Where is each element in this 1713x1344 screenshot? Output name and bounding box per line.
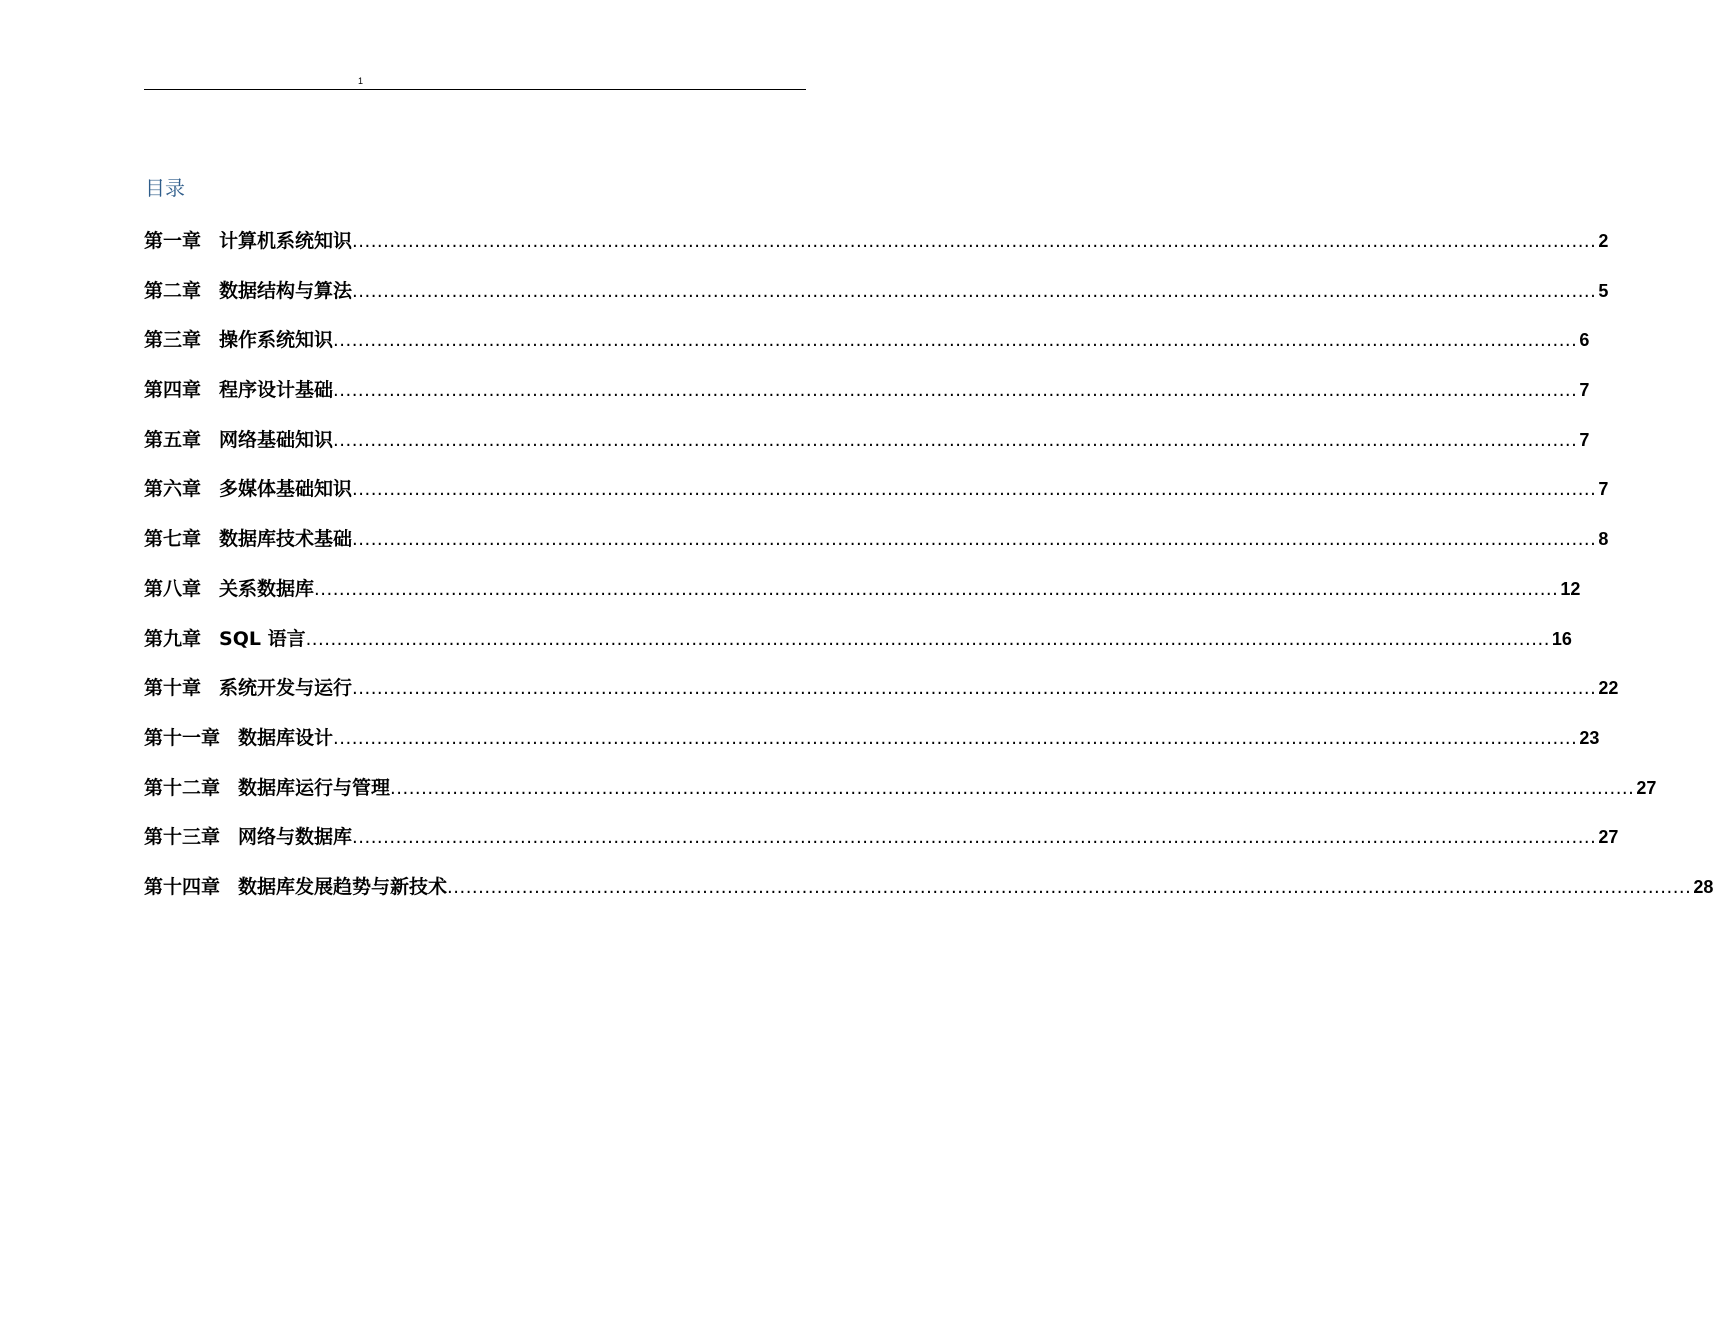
toc-chapter-label: 第一章: [144, 230, 202, 252]
toc-entry[interactable]: [144, 673, 1619, 723]
toc-page-number: 5: [1598, 280, 1609, 301]
toc-entry[interactable]: [144, 276, 1609, 326]
toc-page-number: 16: [1551, 628, 1572, 649]
toc-chapter-label: 第九章: [144, 627, 202, 650]
toc-leader-dots: ........................................................................................................................................................................................................: [390, 777, 1635, 799]
toc-entry[interactable]: [144, 574, 1581, 624]
toc-chapter-name: 程序设计基础: [219, 379, 334, 402]
toc-page-number: 27: [1598, 827, 1619, 848]
toc-chapter-label: 第六章: [144, 478, 202, 501]
toc-entry[interactable]: [144, 524, 1609, 574]
toc-chapter-name: 关系数据库: [219, 577, 315, 600]
toc-chapter-label: 第十四章: [144, 875, 221, 898]
toc-leader-dots: ........................................................................................................................................................................................................: [305, 628, 1550, 650]
toc-page-number: 8: [1598, 529, 1609, 550]
toc-chapter-label: 第五章: [144, 428, 202, 451]
toc-chapter-name: 数据库设计: [238, 726, 334, 749]
toc-chapter-name: 操作系统知识: [219, 329, 334, 352]
toc-leader-dots: ........................................................................................................................................................................................................: [447, 876, 1692, 898]
toc-leader-dots: ........................................................................................................................................................................................................: [352, 529, 1597, 551]
toc-chapter-label: 第十一章: [144, 726, 221, 749]
toc-entry[interactable]: [144, 375, 1590, 425]
toc-chapter-name: 数据库发展趋势与新技术: [238, 875, 448, 898]
toc-entry[interactable]: [144, 723, 1600, 773]
toc-page-number: 22: [1598, 678, 1619, 699]
toc-leader-dots: ........................................................................................................................................................................................................: [314, 578, 1559, 600]
toc-chapter-label: 第十章: [144, 677, 202, 700]
toc-leader-dots: ........................................................................................................................................................................................................: [352, 678, 1597, 700]
toc-page-number: 27: [1636, 777, 1657, 798]
toc-title: 目录: [145, 176, 185, 200]
toc-chapter-label: 第三章: [144, 329, 202, 352]
toc-leader-dots: ........................................................................................................................................................................................................: [352, 479, 1597, 501]
toc-entry[interactable]: [144, 325, 1590, 375]
toc-entry[interactable]: [144, 624, 1572, 674]
toc-chapter-name: 多媒体基础知识: [219, 478, 353, 501]
toc-chapter-name: 网络基础知识: [219, 428, 334, 451]
toc-chapter-name: 网络与数据库: [238, 826, 353, 849]
toc-leader-dots: ........................................................................................................................................................................................................: [333, 330, 1578, 352]
toc-chapter-name: 计算机系统知识: [219, 230, 353, 252]
toc-leader-dots: ........................................................................................................................................................................................................: [352, 231, 1597, 252]
toc-page-number: 7: [1579, 380, 1590, 401]
toc-chapter-name: 数据库运行与管理: [238, 776, 391, 799]
toc-page-number: 28: [1693, 876, 1713, 897]
toc-entry[interactable]: [144, 872, 1713, 922]
toc-chapter-name: SQL 语言: [219, 627, 306, 650]
toc-chapter-label: 第十三章: [144, 826, 221, 849]
toc-chapter-name: 数据结构与算法: [219, 279, 353, 302]
toc-chapter-label: 第八章: [144, 577, 202, 600]
table-of-contents: [144, 226, 1713, 922]
toc-entry[interactable]: [144, 474, 1609, 524]
toc-entry[interactable]: [144, 822, 1619, 872]
toc-entry[interactable]: [144, 773, 1657, 823]
toc-leader-dots: ........................................................................................................................................................................................................: [352, 280, 1597, 302]
toc-page-number: 12: [1560, 578, 1581, 599]
toc-page-number: 2: [1598, 231, 1609, 251]
toc-chapter-label: 第十二章: [144, 776, 221, 799]
page-number: 1: [358, 76, 364, 86]
toc-chapter-name: 数据库技术基础: [219, 528, 353, 551]
toc-leader-dots: ........................................................................................................................................................................................................: [352, 827, 1597, 849]
toc-chapter-name: 系统开发与运行: [219, 677, 353, 700]
toc-page-number: 7: [1598, 479, 1609, 500]
page-header: [144, 76, 806, 90]
toc-entry[interactable]: [144, 425, 1590, 475]
toc-chapter-label: 第七章: [144, 528, 202, 551]
toc-page-number: 23: [1579, 727, 1600, 748]
toc-entry[interactable]: [144, 226, 1609, 276]
toc-leader-dots: ........................................................................................................................................................................................................: [333, 429, 1578, 451]
toc-leader-dots: ........................................................................................................................................................................................................: [333, 727, 1578, 749]
toc-chapter-label: 第四章: [144, 379, 202, 402]
toc-leader-dots: ........................................................................................................................................................................................................: [333, 380, 1578, 402]
toc-page-number: 7: [1579, 429, 1590, 450]
toc-page-number: 6: [1579, 330, 1590, 351]
toc-chapter-label: 第二章: [144, 279, 202, 302]
